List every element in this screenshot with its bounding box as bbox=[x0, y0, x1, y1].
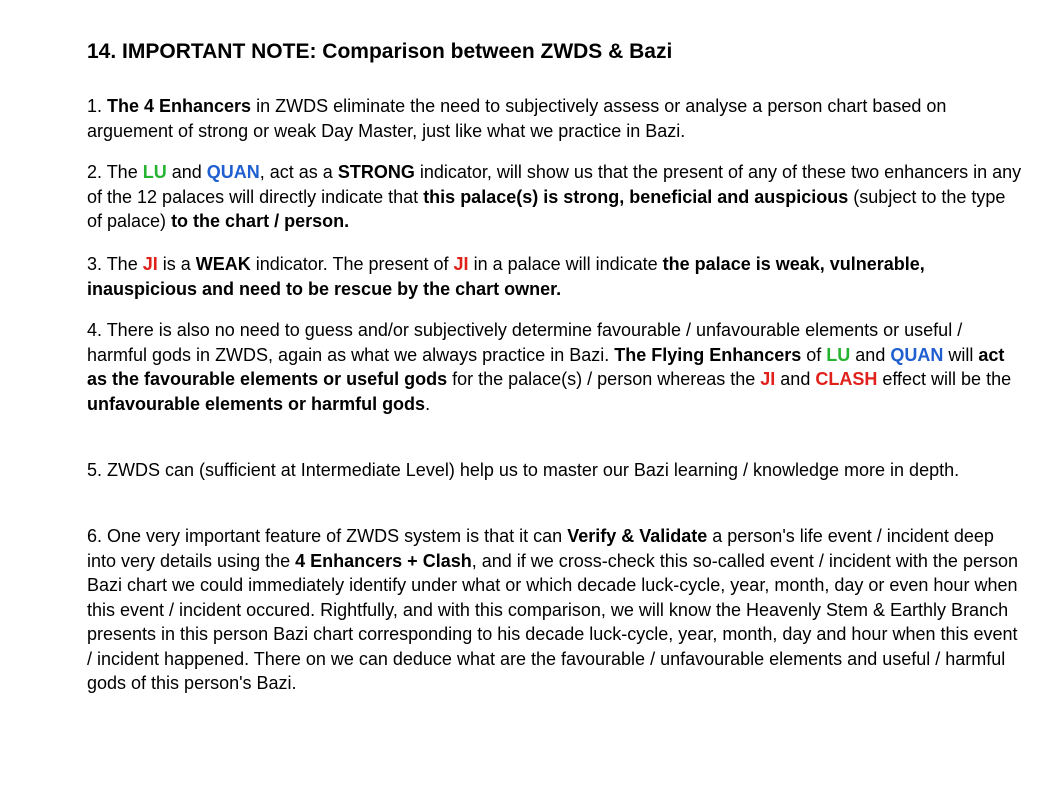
paragraph-1 bbox=[87, 94, 1022, 143]
highlight-text: 4 Enhancers + Clash bbox=[295, 550, 472, 571]
lu-label: LU bbox=[826, 344, 851, 365]
highlight-text: to the chart / person. bbox=[171, 211, 350, 231]
text: 3. The bbox=[87, 254, 143, 274]
ji-label: JI bbox=[142, 254, 158, 274]
weak-label: WEAK bbox=[195, 254, 251, 274]
text: 6. One very important feature of ZWDS system is that it can bbox=[87, 526, 568, 546]
text: and bbox=[850, 344, 891, 365]
highlight-text: act as the favourable elements or useful gods bbox=[87, 344, 1005, 389]
clash-label: CLASH bbox=[815, 369, 878, 389]
text: , and if we cross-check this so-called event / incident with the person Bazi chart we could immediately identify under what or which decade luck-cycle, year, month, day or even hour when this event / incident occured. Rightfully, and with this comparison, we will know the Heavenly Stem & Earthly Branch presents in this person Bazi chart corresponding to his decade luck-cycle, year, month, day and hour when this event / incident happened. There on we can deduce what are the favourable / unfavourable elements and useful / harmful gods of this person's Bazi. bbox=[87, 550, 1018, 693]
quan-label: QUAN bbox=[206, 162, 260, 182]
text: will bbox=[943, 344, 979, 365]
lu-label: LU bbox=[142, 162, 167, 182]
highlight-4-enhancers: The 4 Enhancers bbox=[107, 96, 252, 116]
highlight-text: The Flying Enhancers bbox=[614, 344, 802, 365]
text: indicator. The present of bbox=[250, 254, 454, 274]
text: (subject to the type of palace) bbox=[87, 186, 1006, 231]
text: indicator, will show us that the present of any of these two enhancers in any of the 12 palaces will directly indicate that bbox=[87, 162, 1022, 207]
text: 2. The bbox=[87, 162, 143, 182]
highlight-text: unfavourable elements or harmful gods bbox=[87, 393, 426, 414]
text: . bbox=[425, 393, 431, 414]
text: 5. ZWDS can (sufficient at Intermediate Level) help us to master our Bazi learning / knowledge more in depth. bbox=[87, 460, 960, 480]
quan-label: QUAN bbox=[890, 344, 944, 365]
text: effect will be the bbox=[877, 369, 1012, 389]
highlight-text: the palace is weak, vulnerable, inauspicious and need to be rescue by the chart owner. bbox=[87, 254, 925, 299]
strong-label: STRONG bbox=[337, 162, 415, 182]
highlight-text: this palace(s) is strong, beneficial and auspicious bbox=[423, 186, 849, 207]
highlight-text: Verify & Validate bbox=[567, 526, 708, 546]
paragraph-3 bbox=[87, 252, 1022, 301]
text: and bbox=[775, 369, 816, 389]
text: a person's life event / incident deep into very details using the bbox=[87, 526, 994, 571]
paragraph-4 bbox=[87, 318, 1022, 416]
text: 1. bbox=[87, 96, 108, 116]
text: is a bbox=[157, 254, 196, 274]
ji-label: JI bbox=[760, 369, 776, 389]
text: for the palace(s) / person whereas the bbox=[447, 369, 761, 389]
text: in a palace will indicate bbox=[468, 254, 663, 274]
paragraph-2 bbox=[87, 160, 1022, 234]
text: and bbox=[166, 162, 207, 182]
text: of bbox=[801, 344, 827, 365]
text: in ZWDS eliminate the need to subjectively assess or analyse a person chart based on arguement of strong or weak Day Master, just like what we practice in Bazi. bbox=[87, 96, 947, 141]
text: , act as a bbox=[259, 162, 338, 182]
text: 4. There is also no need to guess and/or subjectively determine favourable / unfavourable elements or useful / harmful gods in ZWDS, again as what we always practice in Bazi. bbox=[87, 320, 963, 365]
paragraph-6 bbox=[87, 524, 1022, 696]
ji-label: JI bbox=[453, 254, 469, 274]
paragraph-5 bbox=[87, 458, 1022, 483]
page-title: 14. IMPORTANT NOTE: Comparison between ZWDS & Bazi bbox=[87, 40, 673, 63]
